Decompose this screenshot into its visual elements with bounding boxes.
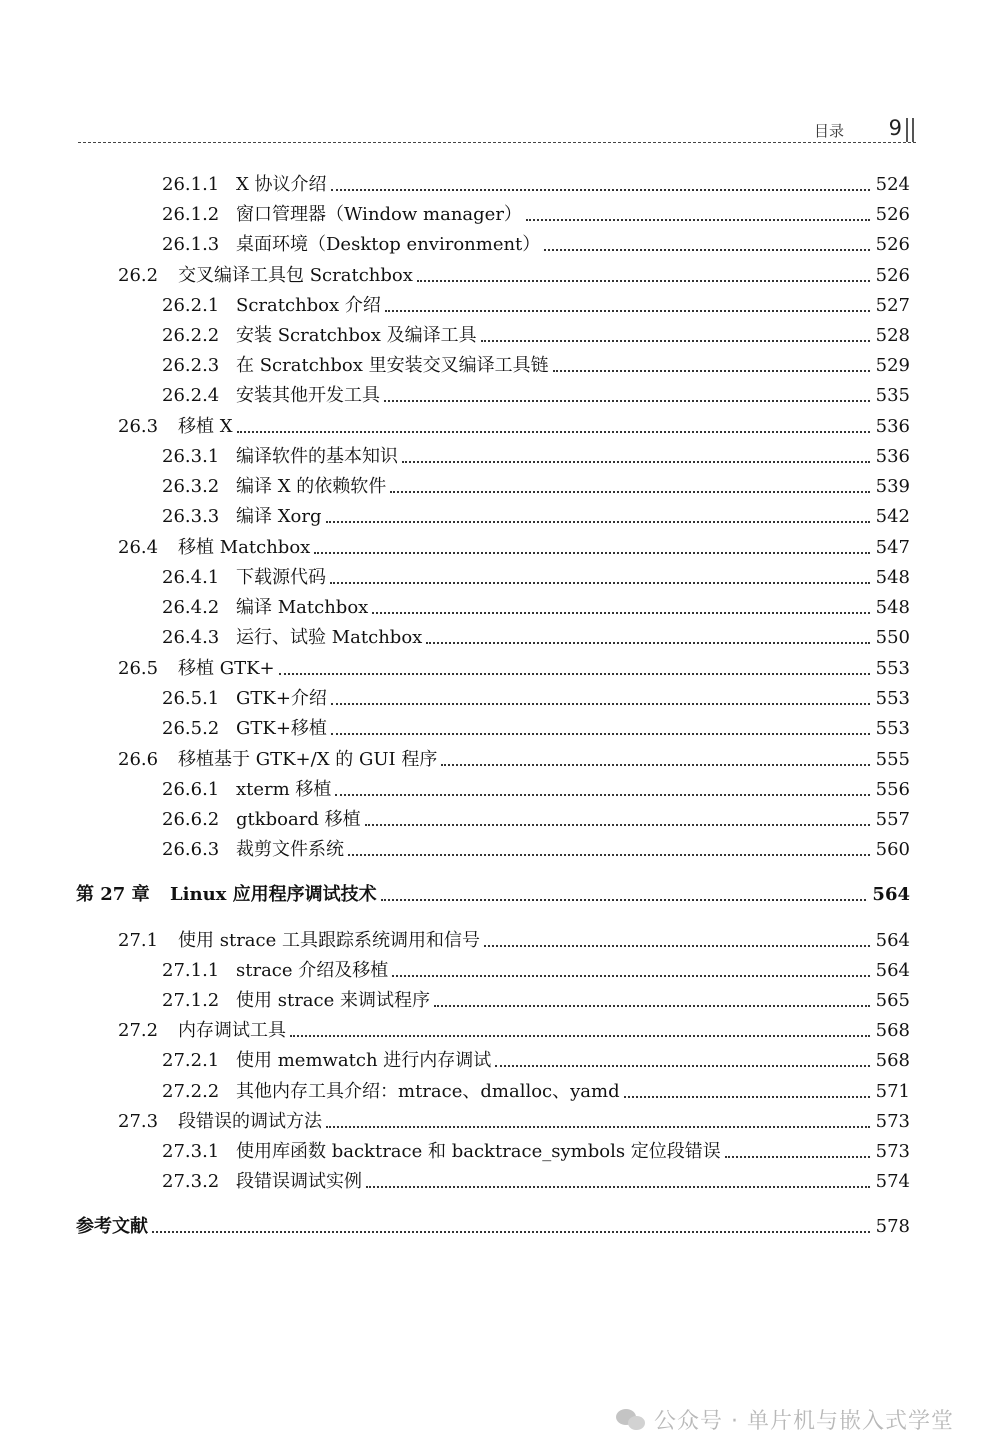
toc-entry-row[interactable] — [162, 442, 910, 468]
toc-section-title: 移植基于 GTK+/X 的 GUI 程序 — [178, 749, 438, 770]
toc-page-number: 524 — [875, 174, 910, 195]
toc-section-title: 参考文献 — [76, 1216, 148, 1237]
toc-entry-row[interactable] — [162, 714, 910, 740]
toc-dot-leader — [385, 310, 870, 312]
toc-section-number: 27.3.2 — [162, 1171, 220, 1192]
toc-section-number: 27.2.1 — [162, 1050, 220, 1071]
toc-entry-row[interactable] — [162, 502, 910, 528]
toc-section-title: 编译软件的基本知识 — [236, 446, 398, 467]
toc-section-number: 26.6.2 — [162, 809, 220, 830]
toc-entry-row[interactable] — [162, 593, 910, 619]
toc-section-number: 27.3.1 — [162, 1141, 220, 1162]
toc-page-number: 526 — [875, 265, 910, 286]
toc-page-number: 553 — [875, 658, 910, 679]
toc-section-number: 26.5.2 — [162, 718, 220, 739]
toc-page-number: 556 — [875, 779, 910, 800]
toc-section-number: 26.3 — [118, 416, 159, 437]
toc-page-number: 550 — [875, 627, 910, 648]
toc-dot-leader — [331, 733, 870, 735]
toc-dot-leader — [365, 824, 870, 826]
toc-section-title: strace 介绍及移植 — [236, 960, 389, 981]
toc-section-number: 26.6.3 — [162, 839, 220, 860]
toc-page-number: 565 — [875, 990, 910, 1011]
toc-section-number: 26.1.3 — [162, 234, 220, 255]
toc-entry-row[interactable] — [162, 986, 910, 1012]
toc-dot-leader — [330, 582, 870, 584]
toc-page-number: 542 — [875, 506, 910, 527]
toc-page-number: 548 — [875, 597, 910, 618]
toc-dot-leader — [390, 491, 869, 493]
toc-section-number: 26.6 — [118, 749, 159, 770]
toc-dot-leader — [335, 794, 869, 796]
toc-section-number: 26.3.3 — [162, 506, 220, 527]
toc-dot-leader — [484, 945, 870, 947]
toc-section-title: 运行、试验 Matchbox — [236, 627, 423, 648]
toc-page-number: 553 — [875, 688, 910, 709]
toc-section-number: 27.2 — [118, 1020, 159, 1041]
toc-entry-row[interactable] — [162, 805, 910, 831]
toc-dot-leader — [152, 1231, 870, 1233]
toc-entry-row[interactable] — [162, 230, 910, 256]
toc-page-number: 574 — [875, 1171, 910, 1192]
watermark — [616, 1402, 954, 1436]
toc-section-number: 26.1.1 — [162, 174, 220, 195]
toc-dot-leader — [279, 673, 870, 675]
toc-page-number: 564 — [875, 930, 910, 951]
toc-page-number: 568 — [875, 1020, 910, 1041]
toc-entry-row[interactable] — [118, 533, 910, 559]
toc-entry-row[interactable] — [162, 1046, 910, 1072]
toc-section-title: gtkboard 移植 — [236, 809, 361, 830]
toc-entry-row[interactable] — [162, 956, 910, 982]
toc-page-number: 564 — [872, 884, 910, 905]
toc-dot-leader — [290, 1035, 870, 1037]
toc-page-number: 557 — [875, 809, 910, 830]
toc-dot-leader — [372, 612, 869, 614]
toc-page-number: 535 — [875, 385, 910, 406]
toc-dot-leader — [381, 899, 867, 901]
toc-section-number: 26.4.1 — [162, 567, 220, 588]
toc-dot-leader — [417, 280, 870, 282]
toc-dot-leader — [384, 400, 870, 402]
toc-section-title: Linux 应用程序调试技术 — [170, 884, 377, 905]
toc-section-title: 段错误的调试方法 — [178, 1111, 322, 1132]
toc-chapter-row[interactable] — [76, 880, 910, 906]
toc-section-number: 26.2.3 — [162, 355, 220, 376]
toc-section-title: 编译 Xorg — [236, 506, 322, 527]
toc-entry-row[interactable] — [162, 472, 910, 498]
toc-section-title: 内存调试工具 — [178, 1020, 286, 1041]
toc-dot-leader — [441, 764, 869, 766]
toc-section-number: 第 27 章 — [76, 884, 150, 905]
toc-dot-leader — [544, 249, 869, 251]
toc-page-number: 529 — [875, 355, 910, 376]
toc-entry-row[interactable] — [162, 351, 910, 377]
toc-page-number: 539 — [875, 476, 910, 497]
toc-section-number: 27.1 — [118, 930, 159, 951]
toc-entry-row[interactable] — [118, 654, 910, 680]
toc-dot-leader — [402, 461, 870, 463]
toc-entry-row[interactable] — [162, 321, 910, 347]
toc-page-number: 560 — [875, 839, 910, 860]
toc-section-title: GTK+移植 — [236, 718, 327, 739]
toc-entry-row[interactable] — [162, 775, 910, 801]
toc-entry-row[interactable] — [118, 412, 910, 438]
toc-section-title: 下载源代码 — [236, 567, 326, 588]
toc-section-number: 26.3.2 — [162, 476, 220, 497]
toc-page-number: 547 — [875, 537, 910, 558]
toc-section-title: 移植 X — [178, 416, 233, 437]
toc-section-number: 26.5.1 — [162, 688, 220, 709]
toc-section-number: 26.5 — [118, 658, 159, 679]
toc-page-number: 573 — [875, 1141, 910, 1162]
toc-dot-leader — [526, 219, 870, 221]
toc-section-title: 移植 Matchbox — [178, 537, 311, 558]
wechat-icon — [616, 1407, 646, 1431]
toc-page-number: 526 — [875, 204, 910, 225]
toc-page-number: 527 — [875, 295, 910, 316]
toc-section-number: 26.2 — [118, 265, 159, 286]
toc-dot-leader — [331, 703, 870, 705]
toc-entry-row[interactable] — [118, 926, 910, 952]
toc-dot-leader — [624, 1096, 870, 1098]
toc-entry-row[interactable] — [162, 563, 910, 589]
toc-section-title: 桌面环境（Desktop environment） — [236, 234, 541, 255]
toc-page-number: 568 — [875, 1050, 910, 1071]
toc-section-title: 使用 strace 来调试程序 — [236, 990, 430, 1011]
toc-entry-row[interactable] — [118, 1107, 910, 1133]
toc-entry-row[interactable] — [118, 745, 910, 771]
toc-section-title: Scratchbox 介绍 — [236, 295, 381, 316]
toc-entry-row[interactable] — [162, 381, 910, 407]
toc-page-number: 564 — [875, 960, 910, 981]
toc-section-title: 交叉编译工具包 Scratchbox — [178, 265, 413, 286]
toc-dot-leader — [237, 431, 870, 433]
running-header — [78, 118, 916, 143]
toc-entry-row[interactable] — [162, 1167, 910, 1193]
toc-section-number: 26.4.2 — [162, 597, 220, 618]
toc-page-number: 528 — [875, 325, 910, 346]
toc-section-number: 26.6.1 — [162, 779, 220, 800]
toc-section-number: 26.2.2 — [162, 325, 220, 346]
toc-entry-row[interactable] — [162, 684, 910, 710]
toc-dot-leader — [314, 552, 869, 554]
toc-dot-leader — [553, 370, 870, 372]
toc-page-number: 573 — [875, 1111, 910, 1132]
toc-references-row[interactable] — [76, 1212, 910, 1238]
toc-section-title: 安装其他开发工具 — [236, 385, 380, 406]
toc-section-title: xterm 移植 — [236, 779, 332, 800]
toc-section-number: 26.1.2 — [162, 204, 220, 225]
toc-dot-leader — [326, 521, 870, 523]
toc-page-number: 571 — [875, 1081, 910, 1102]
toc-section-title: 在 Scratchbox 里安装交叉编译工具链 — [236, 355, 549, 376]
toc-section-title: 裁剪文件系统 — [236, 839, 344, 860]
toc-dot-leader — [392, 975, 869, 977]
toc-entry-row[interactable] — [162, 835, 910, 861]
toc-dot-leader — [434, 1005, 870, 1007]
toc-entry-row[interactable] — [118, 1016, 910, 1042]
toc-dot-leader — [326, 1126, 870, 1128]
toc-section-title: 编译 X 的依赖软件 — [236, 476, 387, 497]
toc-section-title: 编译 Matchbox — [236, 597, 369, 618]
toc-section-title: 使用 memwatch 进行内存调试 — [236, 1050, 492, 1071]
toc-section-title: 安装 Scratchbox 及编译工具 — [236, 325, 477, 346]
toc-section-title: GTK+介绍 — [236, 688, 327, 709]
toc-dot-leader — [495, 1065, 869, 1067]
toc-section-number: 27.3 — [118, 1111, 159, 1132]
toc-entry-row[interactable] — [162, 1137, 910, 1163]
toc-section-number: 26.4 — [118, 537, 159, 558]
toc-section-title: X 协议介绍 — [236, 174, 327, 195]
toc-dot-leader — [331, 189, 870, 191]
toc-section-title: 其他内存工具介绍：mtrace、dmalloc、yamd — [236, 1081, 620, 1102]
toc-page-number: 578 — [875, 1216, 910, 1237]
toc-section-title: 移植 GTK+ — [178, 658, 275, 679]
toc-page-number: 553 — [875, 718, 910, 739]
toc-dot-leader — [481, 340, 870, 342]
header-rule-bars — [906, 118, 914, 142]
toc-entry-row[interactable] — [118, 261, 910, 287]
toc-entry-row[interactable] — [162, 291, 910, 317]
toc-section-number: 26.2.4 — [162, 385, 220, 406]
toc-entry-row[interactable] — [162, 623, 910, 649]
header-page-number: 9 — [888, 116, 902, 140]
toc-dot-leader — [366, 1186, 870, 1188]
toc-section-number: 27.1.2 — [162, 990, 220, 1011]
toc-page-number: 548 — [875, 567, 910, 588]
toc-dot-leader — [426, 642, 869, 644]
toc-section-number: 26.3.1 — [162, 446, 220, 467]
toc-page-number: 526 — [875, 234, 910, 255]
toc-entry-row[interactable] — [162, 170, 910, 196]
header-section-label: 目录 — [813, 122, 844, 140]
toc-section-title: 窗口管理器（Window manager） — [236, 204, 522, 225]
toc-page-number: 536 — [875, 416, 910, 437]
toc-dot-leader — [725, 1156, 870, 1158]
toc-section-title: 使用库函数 backtrace 和 backtrace_symbols 定位段错误 — [236, 1141, 721, 1162]
toc-section-number: 26.4.3 — [162, 627, 220, 648]
toc-dot-leader — [348, 854, 870, 856]
toc-section-title: 使用 strace 工具跟踪系统调用和信号 — [178, 930, 480, 951]
watermark-text: 公众号 · 单片机与嵌入式学堂 — [654, 1408, 954, 1434]
toc-section-number: 27.2.2 — [162, 1081, 220, 1102]
toc-section-number: 27.1.1 — [162, 960, 220, 981]
toc-section-title: 段错误调试实例 — [236, 1171, 362, 1192]
toc-entry-row[interactable] — [162, 1077, 910, 1103]
toc-entry-row[interactable] — [162, 200, 910, 226]
toc-page-number: 555 — [875, 749, 910, 770]
toc-page-number: 536 — [875, 446, 910, 467]
toc-section-number: 26.2.1 — [162, 295, 220, 316]
